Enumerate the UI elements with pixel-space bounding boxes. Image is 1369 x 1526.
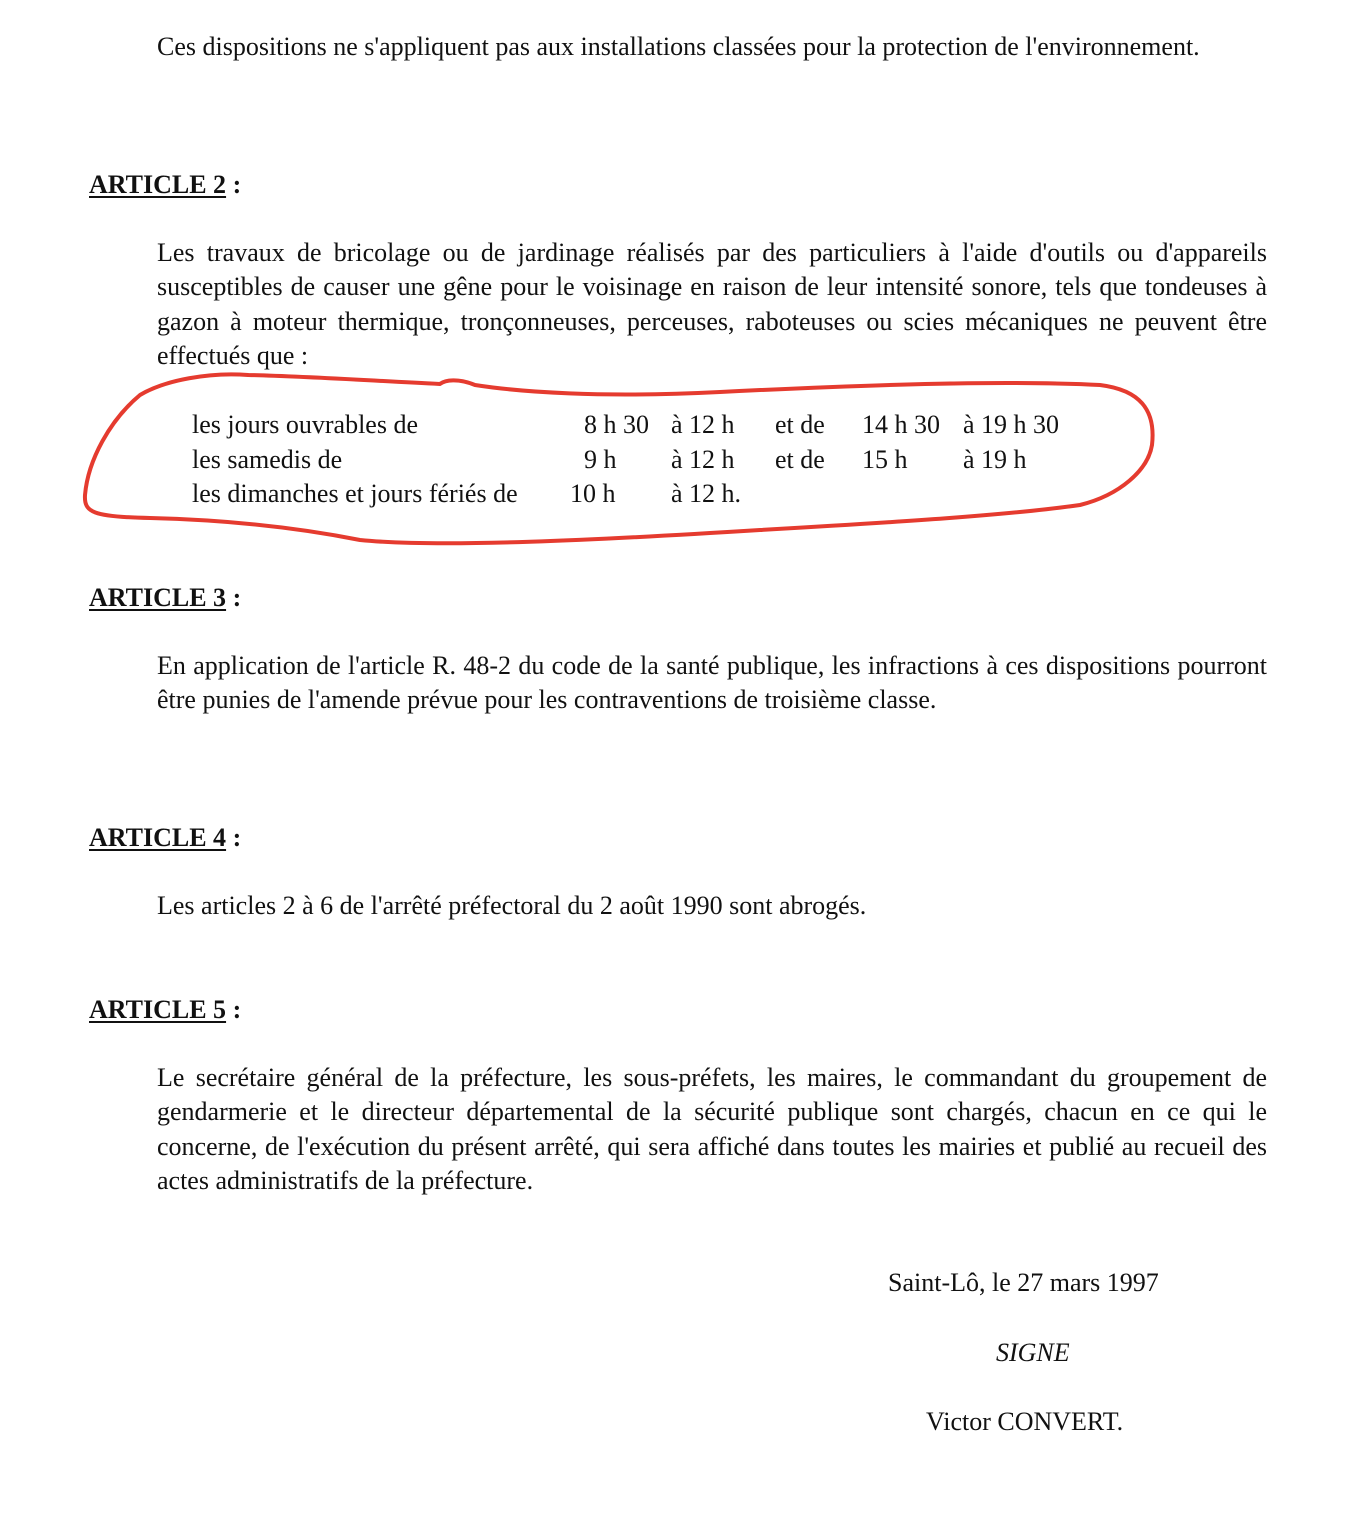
schedule-day: les samedis de — [192, 445, 343, 474]
article-2-colon: : — [226, 170, 242, 199]
article-4-label: ARTICLE 4 — [89, 823, 227, 852]
schedule-to-1: à 12 h — [671, 410, 735, 439]
article-3-colon: : — [226, 583, 242, 612]
article-4-paragraph: Les articles 2 à 6 de l'arrêté préfectoral du 2 août 1990 sont abrogés. — [157, 891, 867, 920]
article-2-paragraph: Les travaux de bricolage ou de jardinage réalisés par des particuliers à l'aide d'outils ou d'appareils susceptibles de causer une gêne pour le voisinage en raison de leur intensité sonore, tels que tondeuses à gazon à moteur thermique, tronçonneuses, perceuses, raboteuses ou scies mécaniques ne peuvent être effectués que : — [157, 238, 1267, 371]
schedule-to-2: à 19 h — [963, 445, 1027, 474]
article-3-paragraph: En application de l'article R. 48-2 du code de la santé publique, les infractions à ces dispositions pourront être punies de l'amende prévue pour les contraventions de troisième classe. — [157, 651, 1267, 715]
schedule-and: et de — [775, 410, 825, 439]
signatory-name: Victor CONVERT. — [926, 1407, 1124, 1436]
article-2-heading — [89, 168, 241, 202]
intro-paragraph: Ces dispositions ne s'appliquent pas aux installations classées pour la protection de l'environnement. — [157, 32, 1200, 61]
signed-mention: SIGNE — [996, 1338, 1070, 1367]
article-4-heading — [89, 821, 241, 855]
article-2-label: ARTICLE 2 — [89, 170, 227, 199]
article-5-label: ARTICLE 5 — [89, 995, 227, 1024]
article-5-paragraph: Le secrétaire général de la préfecture, les sous-préfets, les maires, le commandant du groupement de gendarmerie et le directeur départemental de la sécurité publique sont chargés, chacun en ce qui le concerne, de l'exécution du présent arrêté, qui sera affiché dans toutes les mairies et publié au recueil des actes administratifs de la préfecture. — [157, 1063, 1267, 1196]
article-3-label: ARTICLE 3 — [89, 583, 227, 612]
schedule-from-2: 15 h — [862, 445, 908, 474]
schedule-from-1: 9 h — [584, 445, 617, 474]
schedule-from-1: 10 h — [570, 479, 616, 508]
schedule-from-2: 14 h 30 — [862, 410, 940, 439]
article-4-colon: : — [226, 823, 242, 852]
schedule-to-1: à 12 h. — [671, 479, 742, 508]
schedule-and: et de — [775, 445, 825, 474]
schedule-from-1: 8 h 30 — [584, 410, 649, 439]
schedule-day: les jours ouvrables de — [192, 410, 419, 439]
article-5-colon: : — [226, 995, 242, 1024]
article-5-heading — [89, 993, 241, 1027]
schedule-to-2: à 19 h 30 — [963, 410, 1060, 439]
place-date: Saint-Lô, le 27 mars 1997 — [888, 1268, 1159, 1297]
schedule-to-1: à 12 h — [671, 445, 735, 474]
schedule-day: les dimanches et jours fériés de — [192, 479, 518, 508]
article-3-heading — [89, 581, 241, 615]
